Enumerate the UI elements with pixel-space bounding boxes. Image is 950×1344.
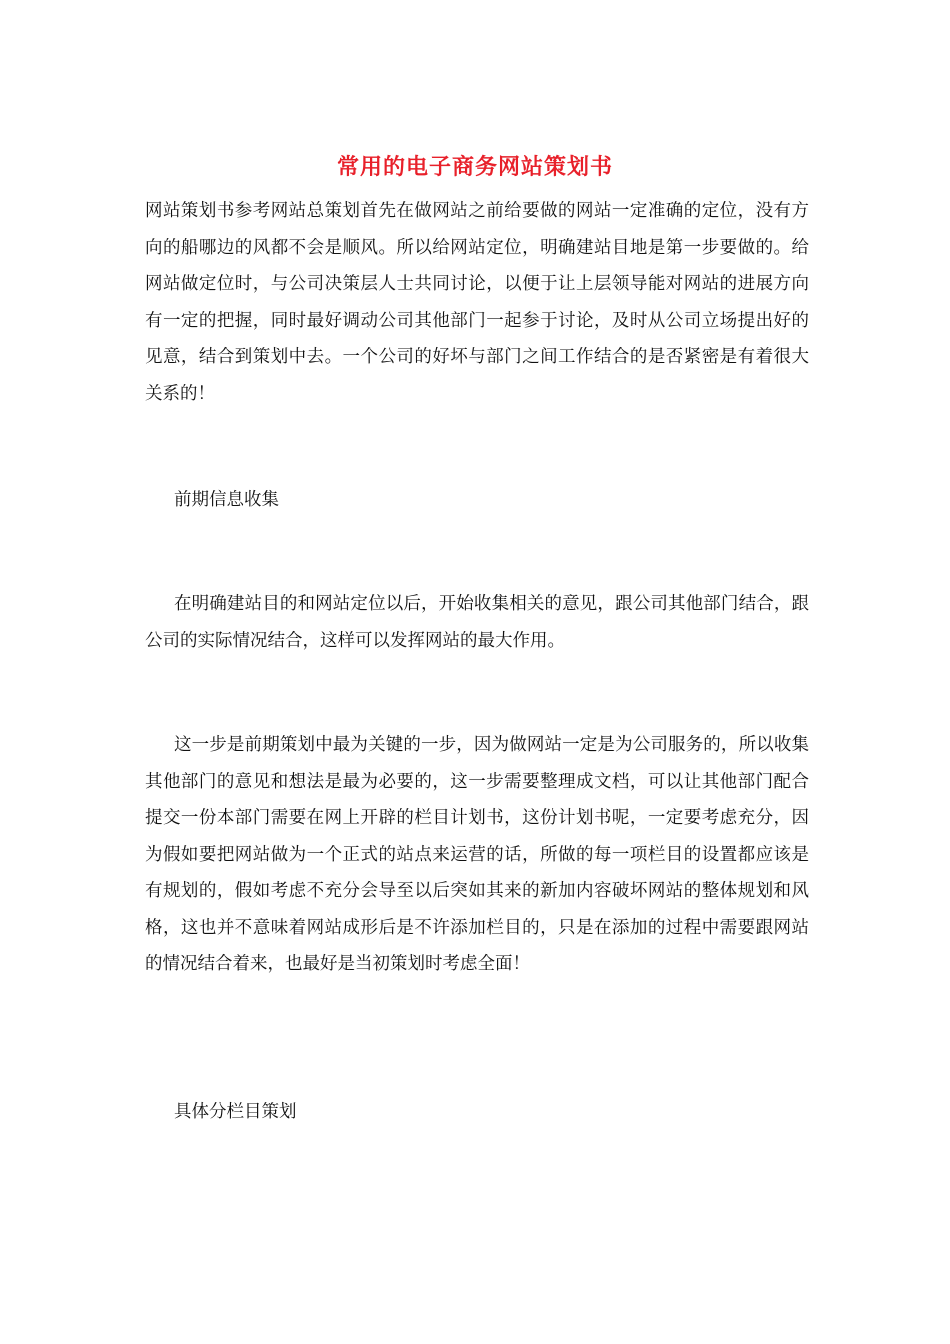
document-title: 常用的电子商务网站策划书 [336,154,613,180]
paragraph-info-collection-2: 这一步是前期策划中最为关键的一步，因为做网站一定是为公司服务的，所以收集其他部门的意见和想法是最为必要的，这一步需要整理成文档，可以让其他部门配合提交一份本部门需要在网上开辟的栏目计划书，这份计划书呢，一定要考虑充分，因为假如要把网站做为一个正式的站点来运营的话，所做的每一项栏目的设置都应该是有规划的，假如考虑不充分会导至以后突如其来的新加内容破坏网站的整体规划和风格，这也并不意味着网站成形后是不许添加栏目的，只是在添加的过程中需要跟网站的情况结合着来，也最好是当初策划时考虑全面！ [145,735,809,974]
intro-paragraph: 网站策划书参考网站总策划首先在做网站之前给要做的网站一定准确的定位，没有方向的船哪边的风都不会是顺风。所以给网站定位，明确建站目地是第一步要做的。给网站做定位时，与公司决策层人士共同讨论，以便于让上层领导能对网站的进展方向有一定的把握，同时最好调动公司其他部门一起参于讨论，及时从公司立场提出好的见意，结合到策划中去。一个公司的好坏与部门之间工作结合的是否紧密是有着很大关系的！ [145,201,809,404]
paragraph-info-collection-1: 在明确建站目的和网站定位以后，开始收集相关的意见，跟公司其他部门结合，跟公司的实际情况结合，这样可以发挥网站的最大作用。 [145,594,809,651]
section-heading-info-collection: 前期信息收集 [174,490,279,510]
section-heading-column-planning: 具体分栏目策划 [174,1102,297,1122]
